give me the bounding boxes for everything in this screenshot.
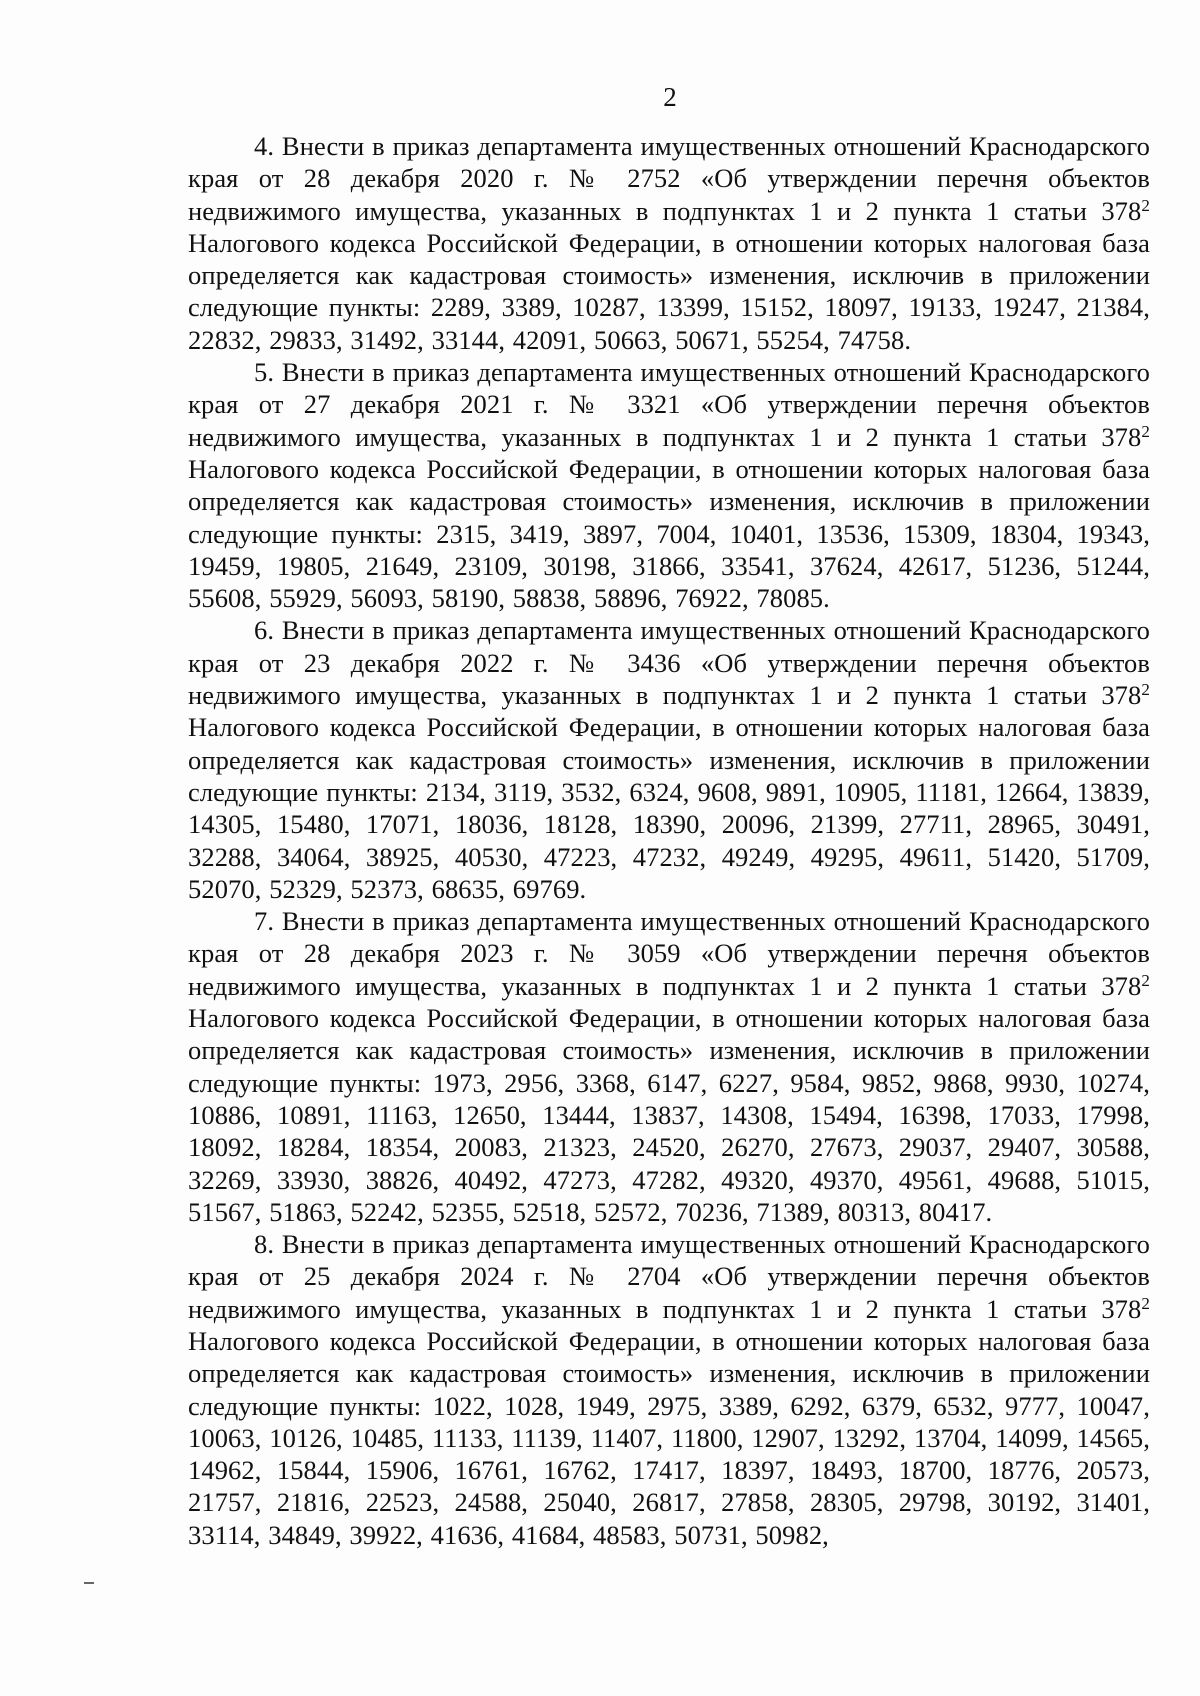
paragraph-item-7 — [188, 905, 1150, 1228]
document-body — [188, 130, 1150, 1551]
page-number: 2 — [663, 82, 677, 112]
paragraph-text: Налогового кодекса Российской Федерации, в отношении которых налоговая база определяется как кадастровая стоимость» изменения, исключив в приложении следующие пункты: 2315, 3419, 3897, 7004, 10401, 13536, 15309, 18304, 19343, 19459, 19805, 21649, 23109, 30198, 31866, 33541, 37624, 42617, 51236, 51244, 55608, 55929, 56093, 58190, 58838, 58896, 76922, 78085. — [188, 453, 1150, 614]
paragraph-item-6 — [188, 614, 1150, 905]
paragraph-item-8 — [188, 1228, 1150, 1551]
paragraph-text: Налогового кодекса Российской Федерации, в отношении которых налоговая база определяется как кадастровая стоимость» изменения, исключив в приложении следующие пункты: 2289, 3389, 10287, 13399, 15152, 18097, 19133, 19247, 21384, 22832, 29833, 31492, 33144, 42091, 50663, 50671, 55254, 74758. — [188, 227, 1150, 355]
superscript: 2 — [1141, 195, 1150, 215]
paragraph-text: 5. Внести в приказ департамента имущественных отношений Краснодарского края от 27 декабря 2021 г. № 3321 «Об утверждении перечня объектов недвижимого имущества, указанных в подпунктах 1 и 2 пункта 1 статьи 378 — [188, 357, 1150, 452]
paragraph-text: Налогового кодекса Российской Федерации, в отношении которых налоговая база определяется как кадастровая стоимость» изменения, исключив в приложении следующие пункты: 1022, 1028, 1949, 2975, 3389, 6292, 6379, 6532, 9777, 10047, 10063, 10126, 10485, 11133, 11139, 11407, 11800, 12907, 13292, 13704, 14099, 14565, 14962, 15844, 15906, 16761, 16762, 17417, 18397, 18493, 18700, 18776, 20573, 21757, 21816, 22523, 24588, 25040, 26817, 27858, 28305, 29798, 30192, 31401, 33114, 34849, 39922, 41636, 41684, 48583, 50731, 50982, — [188, 1325, 1150, 1550]
superscript: 2 — [1141, 970, 1150, 990]
paragraph-text: Налогового кодекса Российской Федерации, в отношении которых налоговая база определяется как кадастровая стоимость» изменения, исключив в приложении следующие пункты: 2134, 3119, 3532, 6324, 9608, 9891, 10905, 11181, 12664, 13839, 14305, 15480, 17071, 18036, 18128, 18390, 20096, 21399, 27711, 28965, 30491, 32288, 34064, 38925, 40530, 47223, 47232, 49249, 49295, 49611, 51420, 51709, 52070, 52329, 52373, 68635, 69769. — [188, 712, 1150, 904]
paragraph-text: Налогового кодекса Российской Федерации, в отношении которых налоговая база определяется как кадастровая стоимость» изменения, исключив в приложении следующие пункты: 1973, 2956, 3368, 6147, 6227, 9584, 9852, 9868, 9930, 10274, 10886, 10891, 11163, 12650, 13444, 13837, 14308, 15494, 16398, 17033, 17998, 18092, 18284, 18354, 20083, 21323, 24520, 26270, 27673, 29037, 29407, 30588, 32269, 33930, 38826, 40492, 47273, 47282, 49320, 49370, 49561, 49688, 51015, 51567, 51863, 52242, 52355, 52518, 52572, 70236, 71389, 80313, 80417. — [188, 1003, 1150, 1227]
superscript: 2 — [1141, 421, 1150, 441]
superscript: 2 — [1141, 680, 1150, 700]
paragraph-item-4 — [188, 130, 1150, 356]
paragraph-text: 6. Внести в приказ департамента имущественных отношений Краснодарского края от 23 декабря 2022 г. № 3436 «Об утверждении перечня объектов недвижимого имущества, указанных в подпунктах 1 и 2 пункта 1 статьи 378 — [188, 615, 1150, 711]
paragraph-text: 7. Внести в приказ департамента имущественных отношений Краснодарского края от 28 декабря 2023 г. № 3059 «Об утверждении перечня объектов недвижимого имущества, указанных в подпунктах 1 и 2 пункта 1 статьи 378 — [188, 906, 1150, 1001]
paragraph-text: 8. Внести в приказ департамента имущественных отношений Краснодарского края от 25 декабря 2024 г. № 2704 «Об утверждении перечня объектов недвижимого имущества, указанных в подпунктах 1 и 2 пункта 1 статьи 378 — [188, 1229, 1150, 1324]
margin-mark — [84, 1582, 94, 1584]
superscript: 2 — [1141, 1293, 1150, 1313]
paragraph-item-5 — [188, 356, 1150, 614]
paragraph-text: 4. Внести в приказ департамента имущественных отношений Краснодарского края от 28 декабря 2020 г. № 2752 «Об утверждении перечня объектов недвижимого имущества, указанных в подпунктах 1 и 2 пункта 1 статьи 378 — [188, 131, 1150, 226]
